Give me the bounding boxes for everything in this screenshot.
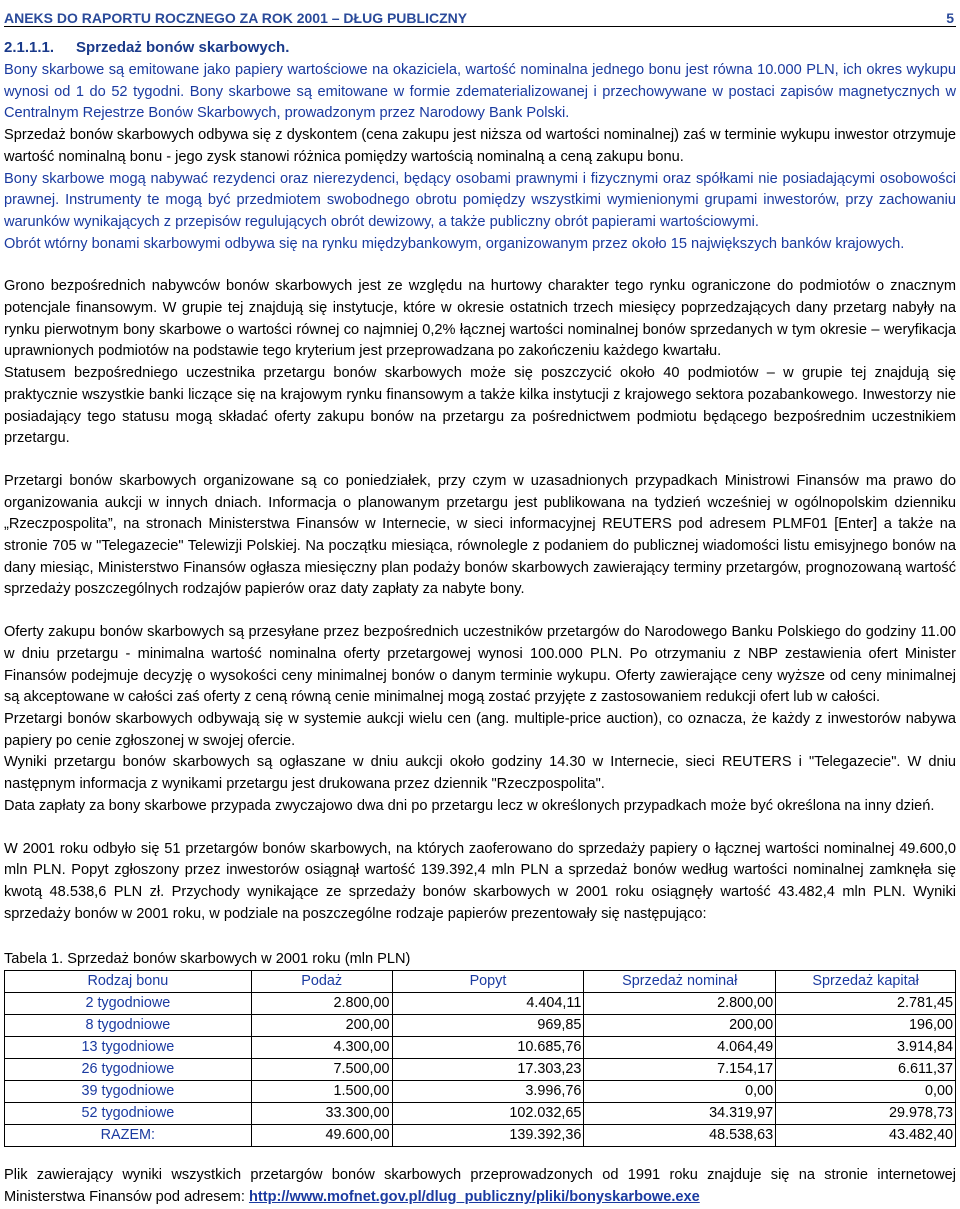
table-cell: 3.914,84 <box>776 1037 956 1059</box>
table-row <box>5 1059 956 1081</box>
paragraph: Przetargi bonów skarbowych organizowane są co poniedziałek, przy czym w uzasadnionych przypadkach Ministrowi Finansów ma prawo do organizowania aukcji w innych dniach. Informacja o planowanym przetargu jest publikowana na tydzień wcześniej w ogólnopolskim dzienniku „Rzeczpospolita”, na stronach Ministerstwa Finansów w Internecie, w sieci informacyjnej REUTERS pod adresem PLMF01 [Enter] a także na stronie 705 w "Telegazecie" Telewizji Polskiej. Na początku miesiąca, równolegle z podaniem do publicznej wiadomości listu emisyjnego bonów na dany miesiąc, Ministerstwo Finansów ogłasza miesięczny plan podaży bonów skarbowych zawierający terminy przetargów, prognozowaną wartość sprzedaży poszczególnych rodzajów papierów oraz daty zapłaty za nabyte bony. <box>4 472 956 598</box>
paragraph: Przetargi bonów skarbowych odbywają się w systemie aukcji wielu cen (ang. multiple-price auction), co oznacza, że każdy z inwestorów nabywa papiery po cenie zgłoszonej w swojej ofercie. <box>4 710 956 749</box>
column-header: Sprzedaż nominał <box>584 971 776 993</box>
paragraph: Bony skarbowe są emitowane jako papiery wartościowe na okaziciela, wartość nominalna jednego bonu jest równa 10.000 PLN, ich okres wykupu wynosi od 1 do 52 tygodni. Bony skarbowe są emitowane w formie zdematerializowanej i przechowywane w postaci zapisów magnetycznych w Centralnym Rejestrze Bonów Skarbowych, prowadzonym przez Narodowy Bank Polski. <box>4 62 956 122</box>
table-cell: 0,00 <box>584 1081 776 1103</box>
column-header: Podaż <box>251 971 392 993</box>
table-cell: 7.154,17 <box>584 1059 776 1081</box>
footer-paragraph <box>4 1165 956 1208</box>
table-caption: Tabela 1. Sprzedaż bonów skarbowych w 2001 roku (mln PLN) <box>4 951 411 968</box>
page-header <box>4 0 956 27</box>
paragraph: Bony skarbowe mogą nabywać rezydenci oraz nierezydenci, będący osobami prawnymi i fizycznymi oraz spółkami nie posiadającymi osobowości prawnej. Instrumenty te mogą być przedmiotem swobodnego obrotu pomiędzy wszystkimi wymienionymi grupami inwestorów, przy zachowaniu warunków wynikających z przepisów regulujących obrót dewizowy, a także publiczny obrót papierami wartościowymi. <box>4 170 956 230</box>
table-cell: 1.500,00 <box>251 1081 392 1103</box>
table-cell: 139.392,36 <box>392 1125 584 1147</box>
paragraph: Data zapłaty za bony skarbowe przypada zwyczajowo dwa dni po przetargu lecz w określonych przypadkach może być określona na inny dzień. <box>4 797 935 814</box>
row-label: 2 tygodniowe <box>5 993 252 1015</box>
table-cell: 7.500,00 <box>251 1059 392 1081</box>
paragraph: Oferty zakupu bonów skarbowych są przesyłane przez bezpośrednich uczestników przetargów do Narodowego Banku Polskiego do godziny 11.00 w dniu przetargu - minimalna wartość nominalna oferty przetargowej wynosi 100.000 PLN. Po otrzymaniu z NBP zestawienia ofert Minister Finansów podejmuje decyzję o wysokości ceny minimalnej bonów o danym terminie wykupu. Oferty zawierające ceny wyższe od ceny minimalnej są akceptowane w całości zaś oferty z ceną równą cenie minimalnej mogą zostać przyjęte z zastosowaniem redukcji ofert lub w całości. <box>4 624 956 706</box>
block-5 <box>4 839 956 926</box>
table-cell: 0,00 <box>776 1081 956 1103</box>
table-cell: 969,85 <box>392 1015 584 1037</box>
table-cell: 34.319,97 <box>584 1103 776 1125</box>
table-cell: 2.800,00 <box>584 993 776 1015</box>
bond-sales-table <box>4 970 956 1147</box>
table-cell: 17.303,23 <box>392 1059 584 1081</box>
paragraph: Statusem bezpośredniego uczestnika przetargu bonów skarbowych może się poszczycić około 40 podmiotów – w grupie tej znajdują się praktycznie wszystkie banki liczące się na krajowym rynku finansowym a także kilka instytucji z krajowego sektora pozabankowego. Inwestorzy nie posiadający tego statusu mogą składać oferty zakupu bonów na przetargu za pośrednictwem podmiotu będącego bezpośrednim uczestnikiem przetargu. <box>4 365 956 447</box>
table-cell: 200,00 <box>584 1015 776 1037</box>
table-cell: 4.064,49 <box>584 1037 776 1059</box>
table-cell: 196,00 <box>776 1015 956 1037</box>
block-4 <box>4 622 956 817</box>
table-row <box>5 1037 956 1059</box>
section-title: Sprzedaż bonów skarbowych. <box>76 39 290 56</box>
paragraph: Grono bezpośrednich nabywców bonów skarbowych jest ze względu na hurtowy charakter tego rynku ograniczone do podmiotów o znacznym potencjale finansowym. W grupie tej znajdują się instytucje, które w okresie ostatnich trzech miesięcy poprzedzających dany przetarg nabyły na rynku pierwotnym bony skarbowe o wartości równej co najmniej 0,2% łącznej wartości nominalnej bonów sprzedanych w tym okresie – weryfikacja uprawnionych podmiotów na podstawie tego kryterium jest przeprowadzana po zakończeniu każdego kwartału. <box>4 278 956 360</box>
column-header: Rodzaj bonu <box>5 971 252 993</box>
table-cell: 4.404,11 <box>392 993 584 1015</box>
table-cell: 48.538,63 <box>584 1125 776 1147</box>
row-label: 26 tygodniowe <box>5 1059 252 1081</box>
table-row <box>5 1103 956 1125</box>
table-cell: 2.781,45 <box>776 993 956 1015</box>
table-cell: 102.032,65 <box>392 1103 584 1125</box>
table-row <box>5 1081 956 1103</box>
row-label: 13 tygodniowe <box>5 1037 252 1059</box>
paragraph: Wyniki przetargu bonów skarbowych są ogłaszane w dniu aukcji około godziny 14.30 w Internecie, sieci REUTERS i "Telegazecie". W dniu następnym informacja z wynikami przetargu jest drukowana przez dziennik "Rzeczpospolita". <box>4 754 956 793</box>
download-link[interactable]: http://www.mofnet.gov.pl/dlug_publiczny/pliki/bonyskarbowe.exe <box>248 1189 700 1206</box>
paragraph: Sprzedaż bonów skarbowych odbywa się z dyskontem (cena zakupu jest niższa od wartości nominalnej) zaś w terminie wykupu inwestor otrzymuje wartość nominalną bonu - jego zysk stanowi różnica pomiędzy wartością nominalną a ceną zakupu bonu. <box>4 127 956 165</box>
block-2 <box>4 276 956 450</box>
footer-text: Plik zawierający wyniki wszystkich przetargów bonów skarbowych przeprowadzonych od 1991 roku znajduje się na stronie internetowej Ministerstwa Finansów pod adresem: <box>4 1167 956 1206</box>
table-header-row <box>5 971 956 993</box>
table-row <box>5 1015 956 1037</box>
table-cell: 3.996,76 <box>392 1081 584 1103</box>
section-heading <box>4 39 956 56</box>
table-row <box>5 1125 956 1147</box>
table-cell: 49.600,00 <box>251 1125 392 1147</box>
table-cell: 33.300,00 <box>251 1103 392 1125</box>
header-title: ANEKS DO RAPORTU ROCZNEGO ZA ROK 2001 – DŁUG PUBLICZNY <box>4 10 468 26</box>
paragraph: W 2001 roku odbyło się 51 przetargów bonów skarbowych, na których zaoferowano do sprzedaży papiery o łącznej wartości nominalnej 49.600,0 mln PLN. Popyt zgłoszony przez inwestorów osiągnął wartość 139.392,4 mln PLN a sprzedaż bonów według wartości nominalnej zamknęła się kwotą 48.538,6 PLN zł. Przychody wynikające ze sprzedaży bonów skarbowych w 2001 roku osiągnęły wartość 43.482,4 mln PLN. Wyniki sprzedaży bonów w 2001 roku, w podziale na poszczególne rodzaje papierów prezentowały się następująco: <box>4 840 956 922</box>
column-header: Popyt <box>392 971 584 993</box>
block-1 <box>4 60 956 255</box>
page-number: 5 <box>946 10 954 26</box>
column-header: Sprzedaż kapitał <box>776 971 956 993</box>
table-cell: 6.611,37 <box>776 1059 956 1081</box>
table-row <box>5 993 956 1015</box>
row-label: 8 tygodniowe <box>5 1015 252 1037</box>
document-page <box>4 0 956 1209</box>
row-label: RAZEM: <box>5 1125 252 1147</box>
table-cell: 29.978,73 <box>776 1103 956 1125</box>
row-label: 39 tygodniowe <box>5 1081 252 1103</box>
table-cell: 43.482,40 <box>776 1125 956 1147</box>
paragraph: Obrót wtórny bonami skarbowymi odbywa się na rynku międzybankowym, organizowanym przez około 15 największych banków krajowych. <box>4 235 905 252</box>
table-cell: 4.300,00 <box>251 1037 392 1059</box>
table-cell: 2.800,00 <box>251 993 392 1015</box>
row-label: 52 tygodniowe <box>5 1103 252 1125</box>
table-cell: 10.685,76 <box>392 1037 584 1059</box>
section-number: 2.1.1.1. <box>4 39 55 56</box>
table-cell: 200,00 <box>251 1015 392 1037</box>
block-3 <box>4 471 956 601</box>
